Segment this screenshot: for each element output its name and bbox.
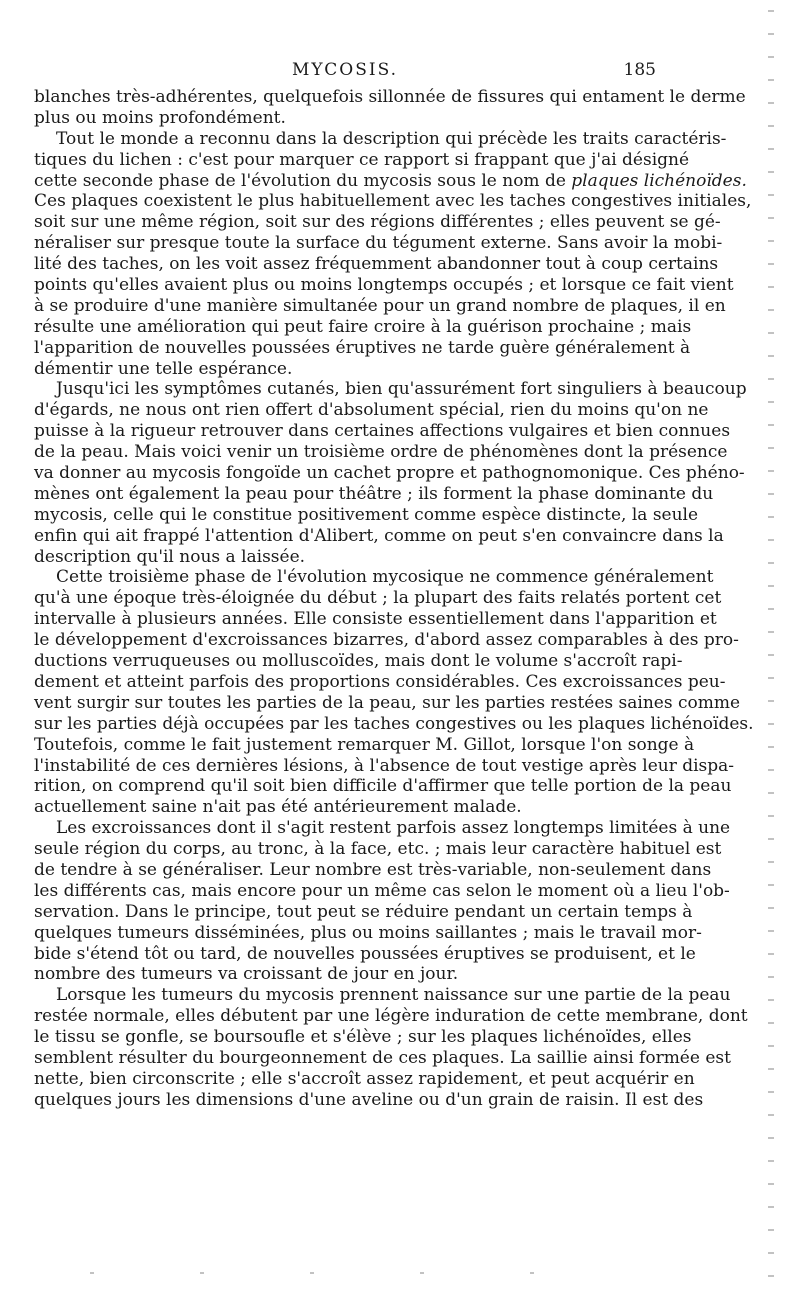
text-line: nette, bien circonscrite ; elle s'accroît assez rapidement, et peut acquérir en: [34, 1068, 695, 1089]
text-line: qu'à une époque très-éloignée du début ; la plupart des faits relatés portent cet: [34, 588, 722, 609]
text-line: l'instabilité de ces dernières lésions, à l'absence de tout vestige après leur dispa-: [34, 755, 735, 776]
text-line: points qu'elles avaient plus ou moins longtemps occupés ; et lorsque ce fait vient: [34, 275, 734, 296]
text-line: mycosis, celle qui le constitue positivement comme espèce distincte, la seule: [34, 504, 699, 525]
text-line: d'égards, ne nous ont rien offert d'absolument spécial, rien du moins qu'on ne: [34, 400, 709, 421]
text-line: nombre des tumeurs va croissant de jour en jour.: [34, 964, 459, 985]
text-line: description qu'il nous a laissée.: [34, 546, 306, 567]
text-line: restée normale, elles débutent par une légère induration de cette membrane, dont: [34, 1006, 748, 1027]
text-line: intervalle à plusieurs années. Elle consiste essentiellement dans l'apparition et: [34, 609, 717, 630]
text-line: lité des taches, on les voit assez fréquemment abandonner tout à coup certains: [34, 254, 719, 275]
running-title: MYCOSIS.: [291, 60, 399, 80]
text-line: mènes ont également la peau pour théâtre ; ils forment la phase dominante du: [34, 483, 714, 504]
text-line: puisse à la rigueur retrouver dans certaines affections vulgaires et bien connues: [34, 421, 731, 442]
text-line: rition, on comprend qu'il soit bien difficile d'affirmer que telle portion de la peau: [34, 776, 732, 797]
text-line: Lorsque les tumeurs du mycosis prennent naissance sur une partie de la peau: [56, 985, 731, 1006]
text-line: quelques jours les dimensions d'une aveline ou d'un grain de raisin. Il est des: [34, 1089, 704, 1110]
text-line: dement et atteint parfois des proportions considérables. Ces excroissances peu-: [34, 671, 726, 692]
text-line: démentir une telle espérance.: [34, 358, 293, 379]
text-line: Ces plaques coexistent le plus habituellement avec les taches congestives initiales,: [34, 191, 752, 212]
text-line: bide s'étend tôt ou tard, de nouvelles poussées éruptives se produisent, et le: [34, 943, 696, 964]
body-text: [34, 87, 754, 1111]
text-line: Jusqu'ici les symptômes cutanés, bien qu'assurément fort singuliers à beaucoup: [56, 379, 747, 400]
text-line: Cette troisième phase de l'évolution mycosique ne commence généralement: [56, 567, 714, 588]
text-line: résulte une amélioration qui peut faire croire à la guérison prochaine ; mais: [34, 316, 692, 337]
text-line: ductions verruqueuses ou molluscoïdes, mais dont le volume s'accroît rapi-: [34, 651, 683, 672]
italic-term: plaques lichénoïdes.: [571, 170, 747, 191]
text-line-start: cette seconde phase de l'évolution du mycosis sous le nom de: [34, 170, 566, 191]
text-line: semblent résulter du bourgeonnement de ces plaques. La saillie ainsi formée est: [34, 1047, 731, 1068]
text-line: va donner au mycosis fongoïde un cachet propre et pathognomonique. Ces phéno-: [34, 463, 745, 484]
text-line: Toutefois, comme le fait justement remarquer M. Gillot, lorsque l'on songe à: [34, 734, 695, 755]
page-number: 185: [623, 60, 656, 80]
text-line: de la peau. Mais voici venir un troisième ordre de phénomènes dont la présence: [34, 442, 728, 463]
text-line: enfin qui ait frappé l'attention d'Alibert, comme on peut s'en convaincre dans la: [34, 525, 724, 546]
text-line: plus ou moins profondément.: [34, 107, 286, 128]
text-line: blanches très-adhérentes, quelquefois sillonnée de fissures qui entament le derme: [34, 87, 746, 107]
text-line: quelques tumeurs disséminées, plus ou moins saillantes ; mais le travail mor-: [34, 922, 702, 943]
text-line: seule région du corps, au tronc, à la face, etc. ; mais leur caractère habituel est: [34, 839, 722, 860]
text-line: vent surgir sur toutes les parties de la peau, sur les parties restées saines comme: [34, 692, 741, 713]
text-line: les différents cas, mais encore pour un même cas selon le moment où a lieu l'ob-: [34, 880, 730, 901]
text-line: le tissu se gonfle, se boursoufle et s'élève ; sur les plaques lichénoïdes, elles: [34, 1027, 692, 1048]
text-line: Les excroissances dont il s'agit restent parfois assez longtemps limitées à une: [56, 818, 731, 839]
text-line: [34, 170, 747, 192]
scan-footer-marks: [90, 1272, 590, 1274]
text-line: soit sur une même région, soit sur des régions différentes ; elles peuvent se gé-: [34, 212, 721, 233]
text-line: de tendre à se généraliser. Leur nombre est très-variable, non-seulement dans: [34, 859, 712, 880]
text-line: Tout le monde a reconnu dans la description qui précède les traits caractéris-: [56, 128, 727, 149]
text-line: à se produire d'une manière simultanée pour un grand nombre de plaques, il en: [34, 295, 726, 316]
text-line: actuellement saine n'ait pas été antérieurement malade.: [34, 797, 522, 818]
text-line: servation. Dans le principe, tout peut se réduire pendant un certain temps à: [34, 901, 693, 922]
scan-margin-marks: [768, 10, 774, 1290]
text-line: le développement d'excroissances bizarres, d'abord assez comparables à des pro-: [34, 630, 739, 651]
text-line: sur les parties déjà occupées par les taches congestives ou les plaques lichénoïdes.: [34, 713, 754, 734]
text-line: l'apparition de nouvelles poussées éruptives ne tarde guère généralement à: [34, 337, 691, 358]
text-line: néraliser sur presque toute la surface du tégument externe. Sans avoir la mobi-: [34, 233, 723, 254]
running-head: [34, 60, 656, 86]
text-line: tiques du lichen : c'est pour marquer ce rapport si frappant que j'ai désigné: [34, 149, 690, 170]
